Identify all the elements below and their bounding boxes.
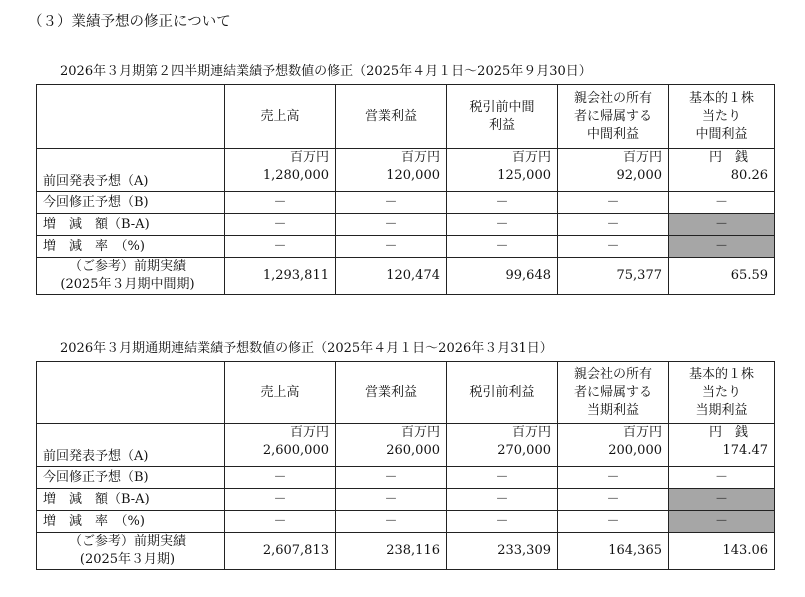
value-cell — [669, 424, 775, 467]
value-cell: － — [558, 511, 669, 533]
row-label-line: （ご参考）前期実績 — [68, 534, 186, 549]
column-header-line: 者に帰属する — [573, 108, 652, 124]
unit-label: 百万円 — [400, 150, 440, 165]
column-header-line: 当たり — [701, 108, 741, 124]
value-cell: － — [336, 489, 447, 511]
value-cell: － — [669, 467, 775, 489]
table-row — [37, 489, 775, 511]
row-label-line: （ご参考）前期実績 — [68, 259, 186, 274]
table-row — [37, 149, 775, 192]
value-cell: － — [558, 192, 669, 214]
column-header-line: 当期利益 — [695, 402, 748, 418]
value-cell: － — [225, 489, 336, 511]
table-row — [37, 424, 775, 467]
unit-label: 百万円 — [289, 425, 329, 440]
unit-label: 円 銭 — [708, 425, 748, 440]
column-header-line: 基本的１株 — [688, 90, 754, 106]
row-label: 今回修正予想（B) — [37, 192, 225, 214]
value-cell: － — [447, 511, 558, 533]
value-cell: － — [558, 467, 669, 489]
value-cell: 75,377 — [558, 258, 669, 295]
column-header — [669, 85, 775, 149]
value-cell: 233,309 — [447, 533, 558, 570]
row-label: 今回修正予想（B) — [37, 467, 225, 489]
column-header-line: 者に帰属する — [573, 384, 652, 400]
header-row — [37, 362, 775, 424]
value-cell — [669, 149, 775, 192]
value-cell: － — [225, 511, 336, 533]
value-cell: － — [447, 489, 558, 511]
cell-value: 270,000 — [497, 443, 551, 458]
cell-value: 92,000 — [616, 168, 662, 183]
row-label: 前回発表予想（A) — [37, 149, 225, 192]
column-header-line: 売上高 — [260, 384, 300, 400]
unit-label: 百万円 — [622, 150, 662, 165]
value-cell: 120,474 — [336, 258, 447, 295]
row-label-line: (2025年３月期中間期) — [60, 277, 195, 292]
forecast-table-1 — [36, 84, 775, 295]
cell-value: 1,280,000 — [262, 168, 329, 183]
column-header — [558, 85, 669, 149]
column-header-line: 基本的１株 — [688, 366, 754, 382]
row-label: 増 減 率 （%) — [37, 236, 225, 258]
cell-value: 260,000 — [386, 443, 440, 458]
column-header — [336, 362, 447, 424]
row-label-line: (2025年３月期) — [79, 552, 176, 567]
unit-label: 百万円 — [511, 150, 551, 165]
row-label: 増 減 率 （%) — [37, 511, 225, 533]
column-header-line: 当たり — [701, 384, 741, 400]
header-row — [37, 85, 775, 149]
cell-value: 125,000 — [497, 168, 551, 183]
value-cell — [447, 149, 558, 192]
column-header-line: 営業利益 — [364, 384, 417, 400]
table-row — [37, 214, 775, 236]
column-header — [558, 362, 669, 424]
table-row — [37, 192, 775, 214]
value-cell: － — [336, 236, 447, 258]
value-cell: － — [225, 467, 336, 489]
corner-cell — [37, 362, 225, 424]
value-cell: 65.59 — [669, 258, 775, 295]
table-row — [37, 236, 775, 258]
value-cell: 238,116 — [336, 533, 447, 570]
column-header-line: 税引前中間 — [469, 99, 535, 115]
column-header-line: 営業利益 — [364, 108, 417, 124]
table-row — [37, 511, 775, 533]
column-header — [225, 362, 336, 424]
column-header-line: 親会社の所有 — [573, 90, 652, 106]
value-cell: － — [558, 236, 669, 258]
row-label: 増 減 額（B-A) — [37, 214, 225, 236]
row-label — [37, 533, 225, 570]
row-label: 前回発表予想（A) — [37, 424, 225, 467]
column-header — [447, 85, 558, 149]
column-header-line: 売上高 — [260, 108, 300, 124]
unit-label: 百万円 — [511, 425, 551, 440]
value-cell: 143.06 — [669, 533, 775, 570]
value-cell: － — [669, 489, 775, 511]
column-header-line: 利益 — [488, 117, 515, 133]
table2-caption: 2026年３月期通期連結業績予想数値の修正（2025年４月１日～2026年３月31日） — [60, 341, 553, 356]
column-header — [447, 362, 558, 424]
value-cell: － — [669, 192, 775, 214]
table1-caption: 2026年３月期第２四半期連結業績予想数値の修正（2025年４月１日～2025年９月30日） — [60, 64, 592, 79]
row-label: 増 減 額（B-A) — [37, 489, 225, 511]
value-cell: － — [447, 236, 558, 258]
value-cell — [336, 424, 447, 467]
value-cell: 164,365 — [558, 533, 669, 570]
value-cell: 99,648 — [447, 258, 558, 295]
cell-value: 2,600,000 — [262, 443, 329, 458]
unit-label: 百万円 — [622, 425, 662, 440]
value-cell: － — [447, 192, 558, 214]
value-cell: － — [225, 236, 336, 258]
value-cell: － — [336, 511, 447, 533]
column-header — [225, 85, 336, 149]
value-cell — [447, 424, 558, 467]
value-cell — [225, 424, 336, 467]
value-cell: － — [558, 214, 669, 236]
unit-label: 百万円 — [289, 150, 329, 165]
value-cell: 1,293,811 — [225, 258, 336, 295]
value-cell: － — [669, 511, 775, 533]
value-cell: 2,607,813 — [225, 533, 336, 570]
value-cell: － — [447, 214, 558, 236]
corner-cell — [37, 85, 225, 149]
row-label — [37, 258, 225, 295]
value-cell: － — [336, 214, 447, 236]
value-cell: － — [558, 489, 669, 511]
column-header — [336, 85, 447, 149]
cell-value: 200,000 — [608, 443, 662, 458]
cell-value: 120,000 — [386, 168, 440, 183]
value-cell: － — [336, 467, 447, 489]
value-cell: － — [447, 467, 558, 489]
unit-label: 百万円 — [400, 425, 440, 440]
value-cell — [558, 149, 669, 192]
column-header-line: 中間利益 — [586, 126, 639, 142]
column-header — [669, 362, 775, 424]
table-row — [37, 533, 775, 570]
value-cell — [558, 424, 669, 467]
forecast-table-2 — [36, 361, 775, 570]
value-cell: － — [225, 192, 336, 214]
column-header-line: 当期利益 — [586, 402, 639, 418]
column-header-line: 親会社の所有 — [573, 366, 652, 382]
value-cell — [225, 149, 336, 192]
unit-label: 円 銭 — [708, 150, 748, 165]
table-row — [37, 258, 775, 295]
value-cell: － — [669, 214, 775, 236]
column-header-line: 中間利益 — [695, 126, 748, 142]
value-cell: － — [669, 236, 775, 258]
column-header-line: 税引前利益 — [469, 384, 535, 400]
value-cell: － — [225, 214, 336, 236]
value-cell: － — [336, 192, 447, 214]
cell-value: 174.47 — [722, 443, 768, 458]
section-heading: （３）業績予想の修正について — [28, 14, 231, 30]
cell-value: 80.26 — [730, 168, 768, 183]
value-cell — [336, 149, 447, 192]
table-row — [37, 467, 775, 489]
